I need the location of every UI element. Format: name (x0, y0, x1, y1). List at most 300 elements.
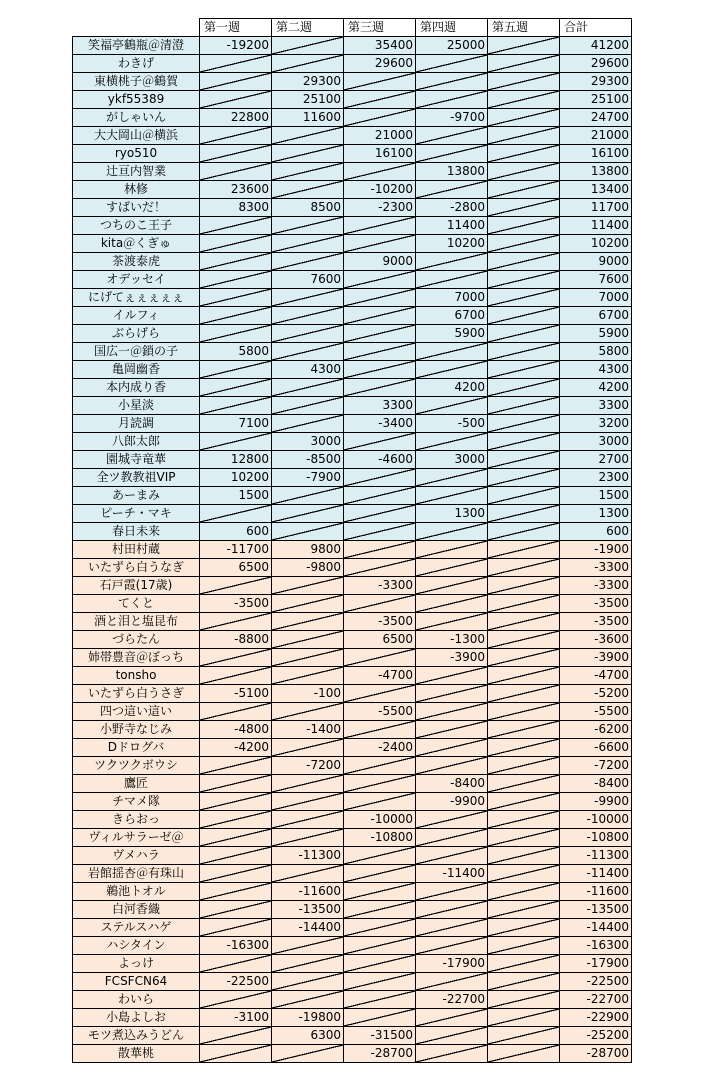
table-row (73, 973, 632, 991)
week-1-score-cell: -4800 (200, 721, 272, 739)
week-2-score-cell: -11600 (272, 883, 344, 901)
header-week-5: 第五週 (488, 19, 560, 37)
empty-week-cell (272, 325, 344, 343)
empty-week-cell (200, 775, 272, 793)
player-name-cell: ヴメハラ (73, 847, 200, 865)
table-row (73, 1027, 632, 1045)
week-4-score-cell: 11400 (416, 217, 488, 235)
player-name-cell: 八郎太郎 (73, 433, 200, 451)
player-name-cell: きらおっ (73, 811, 200, 829)
table-row (73, 235, 632, 253)
total-score-cell: 1500 (560, 487, 632, 505)
empty-week-cell (416, 973, 488, 991)
empty-week-cell (200, 919, 272, 937)
empty-week-cell (272, 523, 344, 541)
total-score-cell: 41200 (560, 37, 632, 55)
table-row (73, 775, 632, 793)
player-name-cell: イルフィ (73, 307, 200, 325)
total-score-cell: -5200 (560, 685, 632, 703)
empty-week-cell (488, 397, 560, 415)
player-name-cell: FCSFCN64 (73, 973, 200, 991)
week-1-score-cell: -5100 (200, 685, 272, 703)
empty-week-cell (200, 811, 272, 829)
player-name-cell: 白河香織 (73, 901, 200, 919)
week-4-score-cell: 3000 (416, 451, 488, 469)
empty-week-cell (416, 1045, 488, 1063)
empty-week-cell (344, 559, 416, 577)
empty-week-cell (488, 253, 560, 271)
empty-week-cell (200, 217, 272, 235)
empty-week-cell (272, 775, 344, 793)
week-3-score-cell: -3500 (344, 613, 416, 631)
empty-week-cell (200, 235, 272, 253)
table-row (73, 829, 632, 847)
empty-week-cell (200, 379, 272, 397)
table-row (73, 181, 632, 199)
empty-week-cell (488, 433, 560, 451)
week-4-score-cell: 25000 (416, 37, 488, 55)
week-1-score-cell: -3100 (200, 1009, 272, 1027)
total-score-cell: -3300 (560, 559, 632, 577)
player-name-cell: 国広一＠鎖の子 (73, 343, 200, 361)
empty-week-cell (416, 55, 488, 73)
empty-week-cell (488, 271, 560, 289)
empty-week-cell (416, 883, 488, 901)
table-row (73, 937, 632, 955)
total-score-cell: -8400 (560, 775, 632, 793)
empty-week-cell (488, 703, 560, 721)
week-1-score-cell: -3500 (200, 595, 272, 613)
total-score-cell: 21000 (560, 127, 632, 145)
empty-week-cell (488, 649, 560, 667)
week-4-score-cell: -2800 (416, 199, 488, 217)
table-row (73, 559, 632, 577)
total-score-cell: 3300 (560, 397, 632, 415)
empty-week-cell (344, 505, 416, 523)
table-row (73, 253, 632, 271)
empty-week-cell (344, 685, 416, 703)
empty-week-cell (344, 973, 416, 991)
table-row (73, 487, 632, 505)
empty-week-cell (344, 271, 416, 289)
total-score-cell: -11400 (560, 865, 632, 883)
week-4-score-cell: 10200 (416, 235, 488, 253)
empty-week-cell (416, 181, 488, 199)
player-name-cell: あーまみ (73, 487, 200, 505)
player-name-cell: 小野寺なじみ (73, 721, 200, 739)
total-score-cell: -16300 (560, 937, 632, 955)
empty-week-cell (200, 1027, 272, 1045)
week-2-score-cell: -1400 (272, 721, 344, 739)
empty-week-cell (416, 577, 488, 595)
empty-week-cell (272, 595, 344, 613)
empty-week-cell (200, 505, 272, 523)
player-name-cell: ヴィルサラーゼ＠ (73, 829, 200, 847)
player-name-cell: 月読調 (73, 415, 200, 433)
empty-week-cell (416, 397, 488, 415)
player-name-cell: 四つ這い這い (73, 703, 200, 721)
total-score-cell: -3600 (560, 631, 632, 649)
total-score-cell: 11700 (560, 199, 632, 217)
empty-week-cell (200, 73, 272, 91)
empty-week-cell (416, 1009, 488, 1027)
empty-week-cell (416, 1027, 488, 1045)
week-4-score-cell: -22700 (416, 991, 488, 1009)
empty-week-cell (416, 739, 488, 757)
empty-week-cell (344, 379, 416, 397)
empty-week-cell (272, 505, 344, 523)
week-3-score-cell: 21000 (344, 127, 416, 145)
week-4-score-cell: -9900 (416, 793, 488, 811)
empty-week-cell (488, 379, 560, 397)
empty-week-cell (416, 721, 488, 739)
empty-week-cell (272, 649, 344, 667)
empty-week-cell (416, 667, 488, 685)
empty-week-cell (200, 667, 272, 685)
table-row (73, 811, 632, 829)
total-score-cell: 25100 (560, 91, 632, 109)
table-row (73, 523, 632, 541)
empty-week-cell (416, 253, 488, 271)
total-score-cell: -17900 (560, 955, 632, 973)
week-2-score-cell: -11300 (272, 847, 344, 865)
empty-week-cell (344, 721, 416, 739)
player-name-cell: 散華桃 (73, 1045, 200, 1063)
week-2-score-cell: -9800 (272, 559, 344, 577)
empty-week-cell (488, 793, 560, 811)
empty-week-cell (344, 955, 416, 973)
empty-week-cell (488, 307, 560, 325)
player-name-cell: 林修 (73, 181, 200, 199)
total-score-cell: 11400 (560, 217, 632, 235)
week-3-score-cell: -3300 (344, 577, 416, 595)
table-row (73, 739, 632, 757)
player-name-cell: 石戸霞(17歳) (73, 577, 200, 595)
table-row (73, 847, 632, 865)
week-1-score-cell: 10200 (200, 469, 272, 487)
week-2-score-cell: 11600 (272, 109, 344, 127)
player-name-cell: ハシタイン (73, 937, 200, 955)
empty-week-cell (344, 757, 416, 775)
empty-week-cell (344, 775, 416, 793)
empty-week-cell (272, 307, 344, 325)
total-score-cell: -11600 (560, 883, 632, 901)
player-name-cell: 園城寺竜華 (73, 451, 200, 469)
empty-week-cell (416, 757, 488, 775)
empty-week-cell (344, 883, 416, 901)
empty-week-cell (272, 487, 344, 505)
table-row (73, 91, 632, 109)
table-row (73, 73, 632, 91)
total-score-cell: -14400 (560, 919, 632, 937)
empty-week-cell (344, 847, 416, 865)
total-score-cell: -4700 (560, 667, 632, 685)
table-row (73, 433, 632, 451)
week-4-score-cell: 1300 (416, 505, 488, 523)
empty-week-cell (200, 127, 272, 145)
empty-week-cell (200, 91, 272, 109)
player-name-cell: 岩館揺杏＠有珠山 (73, 865, 200, 883)
week-3-score-cell: -4600 (344, 451, 416, 469)
empty-week-cell (200, 847, 272, 865)
empty-week-cell (488, 775, 560, 793)
table-row (73, 721, 632, 739)
total-score-cell: -9900 (560, 793, 632, 811)
week-2-score-cell: 4300 (272, 361, 344, 379)
player-name-cell: 小星淡 (73, 397, 200, 415)
empty-week-cell (272, 667, 344, 685)
week-4-score-cell: -3900 (416, 649, 488, 667)
player-name-cell: わきげ (73, 55, 200, 73)
empty-week-cell (272, 379, 344, 397)
empty-week-cell (488, 343, 560, 361)
empty-week-cell (488, 883, 560, 901)
empty-week-cell (488, 919, 560, 937)
empty-week-cell (488, 73, 560, 91)
week-1-score-cell: -22500 (200, 973, 272, 991)
week-4-score-cell: -500 (416, 415, 488, 433)
total-score-cell: -1900 (560, 541, 632, 559)
empty-week-cell (272, 613, 344, 631)
empty-week-cell (488, 505, 560, 523)
player-name-cell: 姉帯豊音＠ぼっち (73, 649, 200, 667)
table-row (73, 127, 632, 145)
table-row (73, 505, 632, 523)
table-row (73, 199, 632, 217)
empty-week-cell (416, 901, 488, 919)
total-score-cell: -7200 (560, 757, 632, 775)
table-row (73, 865, 632, 883)
empty-week-cell (488, 199, 560, 217)
week-1-score-cell: -11700 (200, 541, 272, 559)
empty-week-cell (272, 631, 344, 649)
empty-week-cell (488, 451, 560, 469)
table-row (73, 415, 632, 433)
empty-week-cell (272, 955, 344, 973)
week-4-score-cell: -17900 (416, 955, 488, 973)
total-score-cell: 10200 (560, 235, 632, 253)
empty-week-cell (488, 1045, 560, 1063)
empty-week-cell (344, 73, 416, 91)
table-row (73, 397, 632, 415)
player-name-cell: チマメ隊 (73, 793, 200, 811)
week-2-score-cell: 9800 (272, 541, 344, 559)
empty-week-cell (488, 667, 560, 685)
empty-week-cell (344, 91, 416, 109)
empty-week-cell (488, 91, 560, 109)
total-score-cell: 2300 (560, 469, 632, 487)
week-1-score-cell: 7100 (200, 415, 272, 433)
total-score-cell: 3000 (560, 433, 632, 451)
header-week-2: 第二週 (272, 19, 344, 37)
week-1-score-cell: 23600 (200, 181, 272, 199)
week-1-score-cell: -4200 (200, 739, 272, 757)
table-row (73, 217, 632, 235)
empty-week-cell (200, 433, 272, 451)
total-score-cell: -22900 (560, 1009, 632, 1027)
player-name-cell: つちのこ王子 (73, 217, 200, 235)
total-score-cell: 4200 (560, 379, 632, 397)
empty-week-cell (488, 109, 560, 127)
week-1-score-cell: -8800 (200, 631, 272, 649)
total-score-cell: -5500 (560, 703, 632, 721)
table-row (73, 649, 632, 667)
table-row (73, 667, 632, 685)
player-name-cell: がしゃいん (73, 109, 200, 127)
week-1-score-cell: -19200 (200, 37, 272, 55)
total-score-cell: 2700 (560, 451, 632, 469)
total-score-cell: 5800 (560, 343, 632, 361)
total-score-cell: -6200 (560, 721, 632, 739)
week-2-score-cell: 3000 (272, 433, 344, 451)
total-score-cell: 600 (560, 523, 632, 541)
table-row (73, 541, 632, 559)
empty-week-cell (416, 703, 488, 721)
empty-week-cell (488, 973, 560, 991)
total-score-cell: -11300 (560, 847, 632, 865)
player-name-cell: 本内成り香 (73, 379, 200, 397)
player-name-cell: づらたん (73, 631, 200, 649)
empty-week-cell (272, 415, 344, 433)
empty-week-cell (272, 793, 344, 811)
player-name-cell: よっけ (73, 955, 200, 973)
empty-week-cell (344, 217, 416, 235)
table-row (73, 1009, 632, 1027)
week-4-score-cell: 7000 (416, 289, 488, 307)
empty-week-cell (488, 865, 560, 883)
table-row (73, 451, 632, 469)
empty-week-cell (488, 577, 560, 595)
empty-week-cell (416, 469, 488, 487)
empty-week-cell (416, 127, 488, 145)
table-row (73, 577, 632, 595)
total-score-cell: 13400 (560, 181, 632, 199)
empty-week-cell (488, 235, 560, 253)
empty-week-cell (416, 523, 488, 541)
header-week-1: 第一週 (200, 19, 272, 37)
empty-week-cell (344, 487, 416, 505)
empty-week-cell (272, 253, 344, 271)
week-3-score-cell: -4700 (344, 667, 416, 685)
empty-week-cell (416, 91, 488, 109)
empty-week-cell (272, 829, 344, 847)
total-score-cell: 9000 (560, 253, 632, 271)
total-score-cell: -22700 (560, 991, 632, 1009)
week-2-score-cell: -7900 (272, 469, 344, 487)
week-3-score-cell: -5500 (344, 703, 416, 721)
empty-week-cell (200, 793, 272, 811)
header-week-3: 第三週 (344, 19, 416, 37)
empty-week-cell (488, 955, 560, 973)
week-2-score-cell: 6300 (272, 1027, 344, 1045)
week-2-score-cell: 8500 (272, 199, 344, 217)
empty-week-cell (272, 577, 344, 595)
total-score-cell: -28700 (560, 1045, 632, 1063)
total-score-cell: 1300 (560, 505, 632, 523)
empty-week-cell (344, 793, 416, 811)
total-score-cell: 4300 (560, 361, 632, 379)
total-score-cell: -6600 (560, 739, 632, 757)
total-score-cell: 7000 (560, 289, 632, 307)
empty-week-cell (200, 829, 272, 847)
empty-week-cell (200, 307, 272, 325)
empty-week-cell (200, 289, 272, 307)
week-1-score-cell: 5800 (200, 343, 272, 361)
week-4-score-cell: 4200 (416, 379, 488, 397)
empty-week-cell (344, 541, 416, 559)
empty-week-cell (488, 217, 560, 235)
empty-week-cell (344, 523, 416, 541)
empty-week-cell (488, 847, 560, 865)
table-row (73, 37, 632, 55)
table-row (73, 955, 632, 973)
week-2-score-cell: -7200 (272, 757, 344, 775)
player-name-cell: ツクツクボウシ (73, 757, 200, 775)
empty-week-cell (344, 595, 416, 613)
total-score-cell: -10800 (560, 829, 632, 847)
header-total: 合計 (560, 19, 632, 37)
total-score-cell: -3300 (560, 577, 632, 595)
empty-week-cell (416, 433, 488, 451)
empty-week-cell (488, 685, 560, 703)
week-3-score-cell: 35400 (344, 37, 416, 55)
player-name-cell: 酒と泪と塩昆布 (73, 613, 200, 631)
header-row (73, 19, 632, 37)
player-name-cell: ykf55389 (73, 91, 200, 109)
empty-week-cell (200, 271, 272, 289)
empty-week-cell (488, 163, 560, 181)
week-1-score-cell: 12800 (200, 451, 272, 469)
empty-week-cell (272, 991, 344, 1009)
week-4-score-cell: -1300 (416, 631, 488, 649)
empty-week-cell (416, 271, 488, 289)
empty-week-cell (344, 289, 416, 307)
total-score-cell: 6700 (560, 307, 632, 325)
empty-week-cell (200, 613, 272, 631)
total-score-cell: -13500 (560, 901, 632, 919)
empty-week-cell (344, 163, 416, 181)
empty-week-cell (416, 559, 488, 577)
total-score-cell: 5900 (560, 325, 632, 343)
total-score-cell: 29600 (560, 55, 632, 73)
empty-week-cell (488, 145, 560, 163)
empty-week-cell (416, 145, 488, 163)
empty-week-cell (488, 739, 560, 757)
table-row (73, 379, 632, 397)
empty-week-cell (200, 883, 272, 901)
empty-week-cell (272, 55, 344, 73)
week-3-score-cell: -31500 (344, 1027, 416, 1045)
empty-week-cell (416, 595, 488, 613)
empty-week-cell (272, 127, 344, 145)
empty-week-cell (488, 181, 560, 199)
week-3-score-cell: -10200 (344, 181, 416, 199)
player-name-cell: kita＠くぎゅ (73, 235, 200, 253)
header-week-4: 第四週 (416, 19, 488, 37)
score-table (72, 18, 632, 1063)
empty-week-cell (416, 829, 488, 847)
empty-week-cell (416, 685, 488, 703)
table-row (73, 271, 632, 289)
table-row (73, 595, 632, 613)
week-3-score-cell: -10000 (344, 811, 416, 829)
player-name-cell: 大大岡山＠横浜 (73, 127, 200, 145)
empty-week-cell (488, 37, 560, 55)
empty-week-cell (344, 901, 416, 919)
total-score-cell: -3500 (560, 595, 632, 613)
empty-week-cell (200, 253, 272, 271)
table-row (73, 325, 632, 343)
